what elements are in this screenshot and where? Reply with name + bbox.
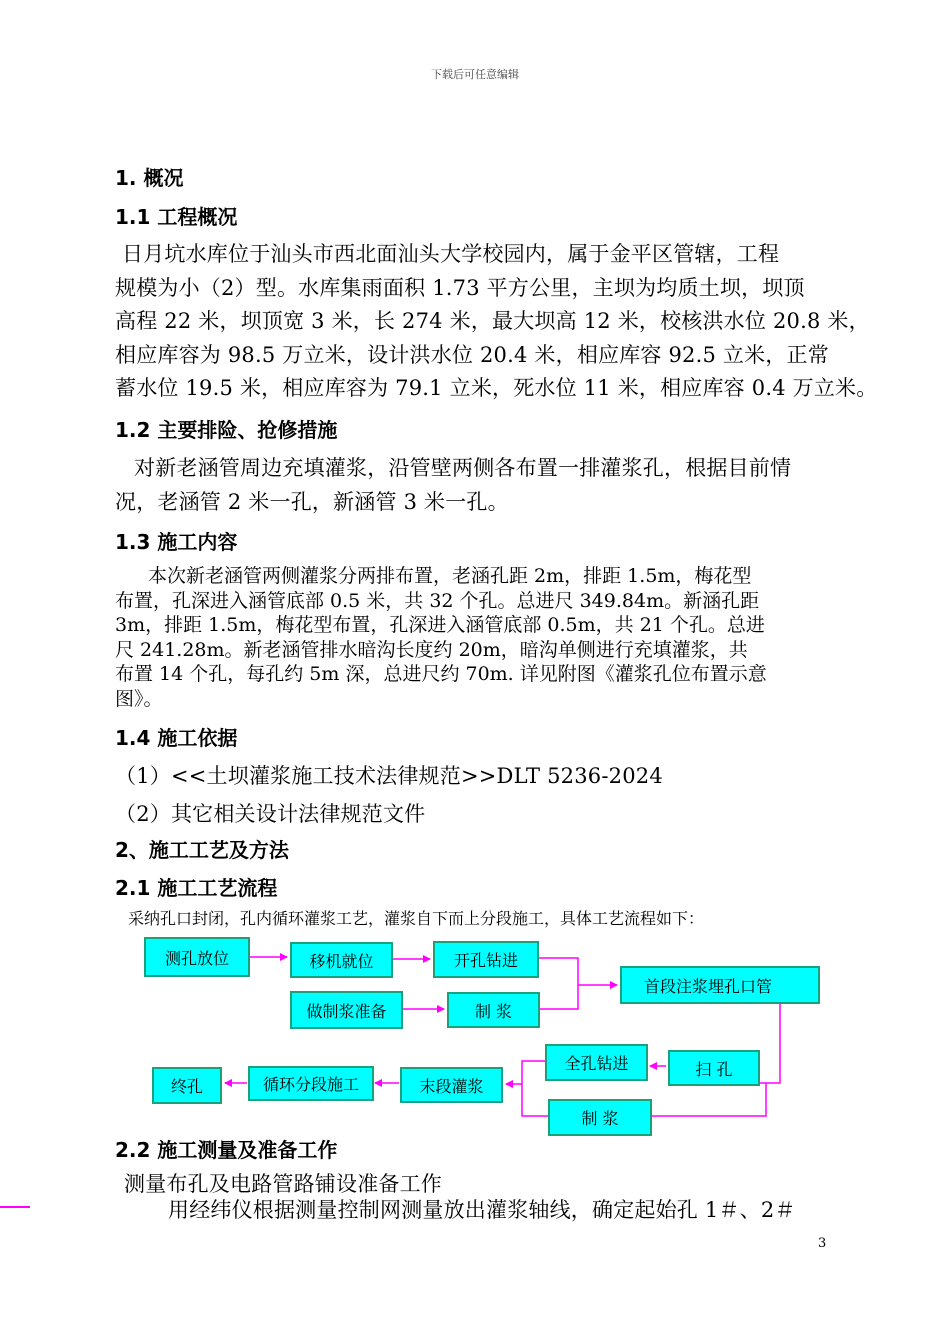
paragraph-line: 况，老涵管 2 米一孔，新涵管 3 米一孔。 [115,490,509,514]
section-1-3-heading: 1.3 施工内容 [115,530,238,554]
paragraph-line: 高程 22 米，坝顶宽 3 米，长 274 米，最大坝高 12 米，校核洪水位 20.8 米， [115,309,870,333]
section-1-heading: 1. 概况 [115,166,184,190]
flow-box-label: 首段注浆埋孔口管 [644,976,773,996]
flow-box-move-machine [290,942,393,978]
paragraph-line: 布置，孔深进入涵管底部 0.5 米，共 32 个孔。总进尺 349.84m。新涵孔距 [115,590,760,612]
paragraph-line: 用经纬仪根据测量控制网测量放出灌浆轴线，确定起始孔 1＃、2＃ [168,1198,796,1222]
paragraph-line: 对新老涵管周边充填灌浆，沿管壁两侧各布置一排灌浆孔，根据目前情 [134,456,792,480]
paragraph-line: 相应库容为 98.5 万立米，设计洪水位 20.4 米，相应库容 92.5 立米，正常 [115,343,829,367]
flow-box-sweep-hole [668,1050,760,1086]
section-2-1-heading: 2.1 施工工艺流程 [115,876,278,900]
section-1-4-heading: 1.4 施工依据 [115,726,238,750]
flow-box-label: 移机就位 [309,951,374,971]
paragraph-line: 日月坑水库位于汕头市西北面汕头大学校园内，属于金平区管辖，工程 [122,242,780,266]
flow-box-label: 全孔钻进 [564,1054,629,1073]
page-number: 3 [818,1236,827,1251]
paragraph-line: 布置 14 个孔，每孔约 5m 深，总进尺约 70m. 详见附图《灌浆孔位布置示意 [115,663,767,685]
flow-box-final-stage-grouting [400,1067,503,1103]
flow-box-make-grout-2 [548,1099,652,1136]
flow-box-first-stage-grouting [620,966,820,1004]
reference-item: （2）其它相关设计法律规范文件 [115,802,426,826]
connector-b8 [522,1061,545,1084]
flow-box-label: 末段灌浆 [419,1076,484,1096]
flow-box-make-grout [447,992,540,1028]
flow-box-end-hole [152,1067,222,1104]
paragraph-line: 3m，排距 1.5m，梅花型布置，孔深进入涵管底部 0.5m，共 21 个孔。总进 [115,614,765,636]
connector-b9-left [522,1084,548,1116]
merge-b3-b5 [538,958,578,1009]
reference-item: （1）<<土坝灌浆施工技术法律规范>>DLT 5236-2024 [115,764,663,788]
section-2-2-heading: 2.2 施工测量及准备工作 [115,1138,338,1162]
paragraph-line: 蓄水位 19.5 米，相应库容为 79.1 立米，死水位 11 米，相应库容 0.4 万立米。 [115,376,878,400]
section-1-2-heading: 1.2 主要排险、抢修措施 [115,418,338,442]
flow-box-label: 终孔 [170,1077,203,1096]
flow-box-survey [144,937,250,977]
flow-box-label: 测孔放位 [164,948,229,968]
flow-box-label: 开孔钻进 [453,951,518,970]
paragraph-line: 规模为小（2）型。水库集雨面积 1.73 平方公里，主坝为均质土坝，坝顶 [115,276,805,300]
flow-intro-text: 采纳孔口封闭，孔内循环灌浆工艺，灌浆自下而上分段施工，具体工艺流程如下： [128,909,705,928]
flow-box-cyclic-stage [248,1066,374,1101]
flow-box-prepare-grout [290,991,403,1029]
flow-box-label: 扫 孔 [695,1059,733,1079]
flow-box-full-drilling [545,1044,648,1081]
flow-box-label: 循环分段施工 [262,1075,359,1094]
flow-box-label: 制 浆 [474,1001,513,1021]
flow-box-start-drilling [433,941,539,978]
connector-b9 [652,1083,766,1116]
flow-box-label: 制 浆 [581,1109,619,1128]
page-header: 下载后可任意编辑 [431,68,519,81]
paragraph-line: 本次新老涵管两侧灌浆分两排布置，老涵孔距 2m，排距 1.5m，梅花型 [148,565,752,587]
section-2-heading: 2、施工工艺及方法 [115,838,289,862]
paragraph-line: 尺 241.28m。新老涵管排水暗沟长度约 20m，暗沟单侧进行充填灌浆，共 [115,639,748,661]
section-1-1-heading: 1.1 工程概况 [115,205,238,229]
margin-mark [0,1206,30,1208]
flow-box-label: 做制浆准备 [306,1001,387,1021]
paragraph-line: 测量布孔及电路管路铺设准备工作 [124,1172,442,1196]
paragraph-line: 图》。 [115,688,163,710]
